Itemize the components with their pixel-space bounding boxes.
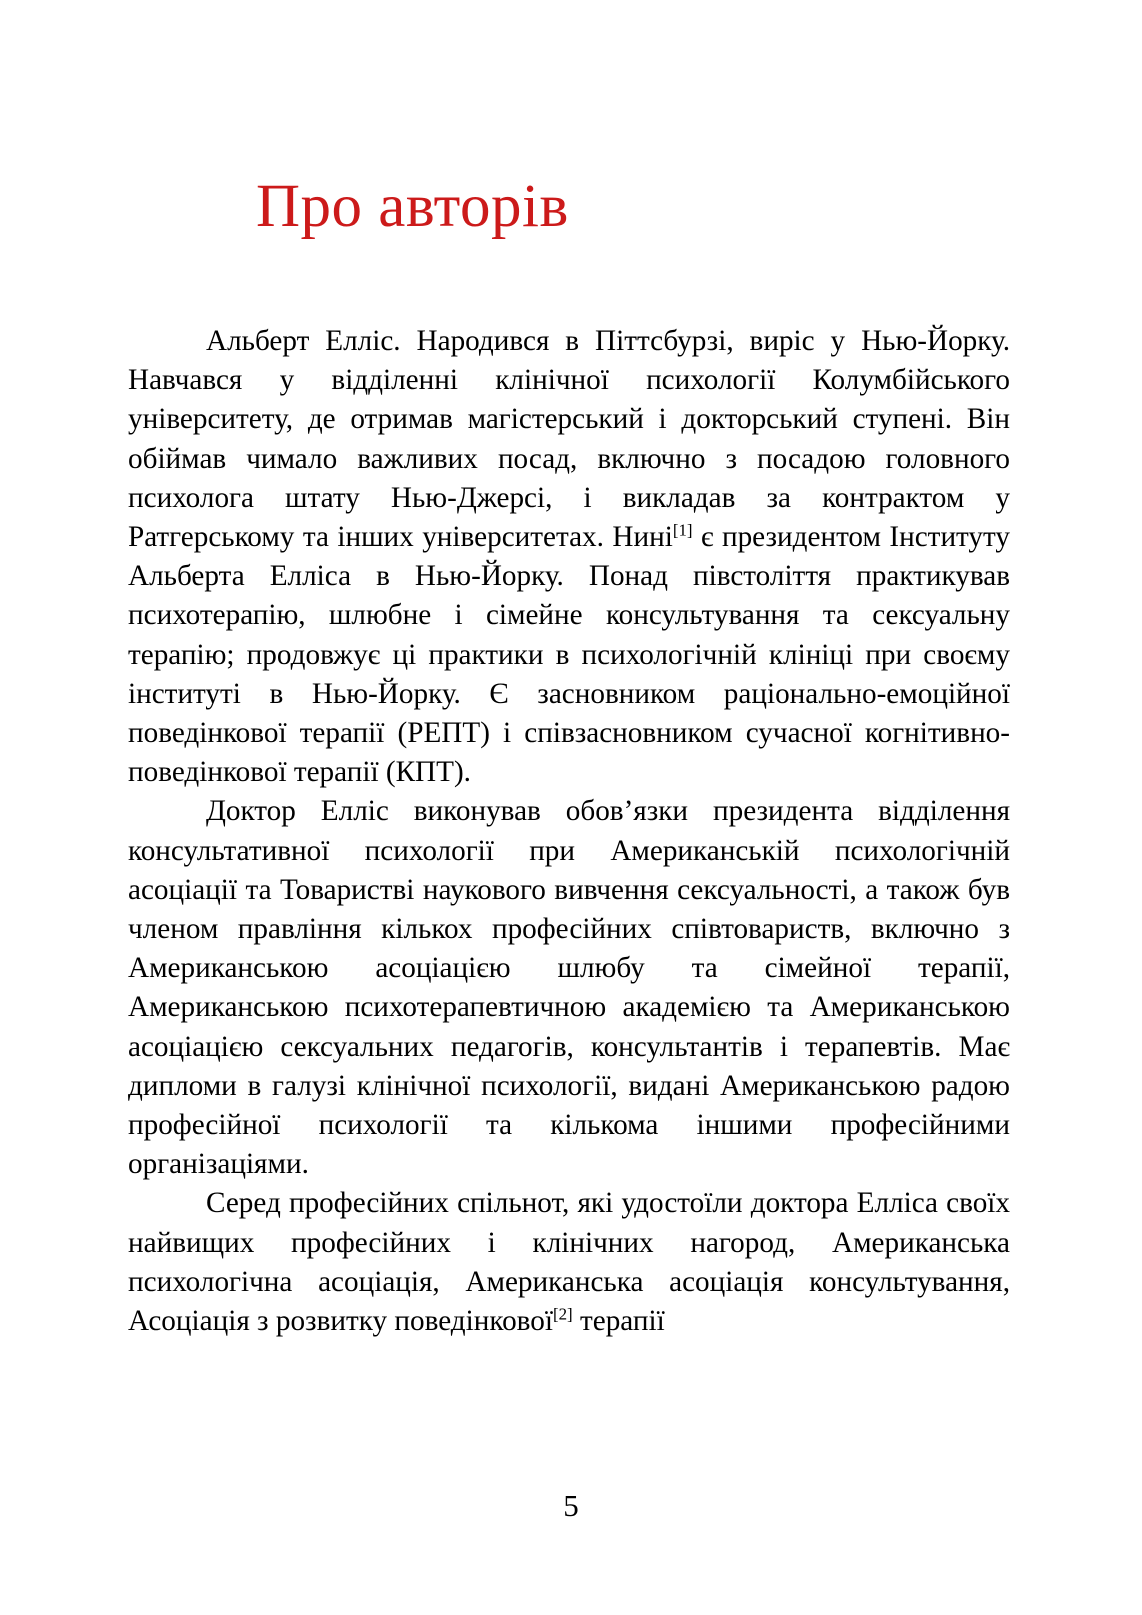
paragraph-awards [128, 1184, 1010, 1341]
body-text-column [128, 322, 1010, 1341]
paragraph-albert-ellis-bio [128, 322, 1010, 792]
paragraph-text-after-footnote: є президентом Інституту Альберта Елліса в Нью-Йорку. Понад півстоліття практикував психотерапію, шлюбне і сімейне консультування та сексуальну терапію; продовжує ці практики в психологічній клініці при своєму інституті в Нью-Йорку. Є засновником раціонально-емоційної поведінкової терапії (РЕПТ) і співзасновником сучасної когнітивно-поведінкової терапії (КПТ). [128, 521, 1010, 789]
paragraph-professional-roles [128, 792, 1010, 1184]
page-number: 5 [563, 1488, 579, 1523]
paragraph-text-before-footnote: Серед професійних спільнот, які удостоїли доктора Елліса своїх найвищих професійних і клінічних нагород, Американська психологічна асоціація, Американська асоціація консультування, Асоціація з розвитку поведінкової [128, 1187, 1010, 1338]
footnote-reference-2[interactable]: [2] [552, 1304, 573, 1324]
paragraph-text: Доктор Елліс виконував обов’язки президента відділення консультативної психології при Американській психологічній асоціації та Товаристві наукового вивчення сексуальності, а також був членом правління кількох професійних співтовариств, включно з Американською асоціацією шлюбу та сімейної терапії, Американською психотерапевтичною академією та Американською асоціацією сексуальних педагогів, консультантів і терапевтів. Має дипломи в галузі клінічної психології, видані Американською радою професійної психології та кількома іншими професійними організаціями. [128, 795, 1010, 1181]
paragraph-text-before-footnote: Альберт Елліс. Народився в Піттсбурзі, виріс у Нью-Йорку. Навчався у відділенні клінічної психології Колумбійського університету, де отримав магістерський і докторський ступені. Він обіймав чимало важливих посад, включно з посадою головного психолога штату Нью-Джерсі, і викладав за контрактом у Ратгерському та інших університетах. Нині [128, 325, 1010, 554]
paragraph-text-after-footnote: терапії [572, 1305, 665, 1338]
page-title: Про авторів [256, 173, 569, 240]
footnote-reference-1[interactable]: [1] [672, 520, 693, 540]
